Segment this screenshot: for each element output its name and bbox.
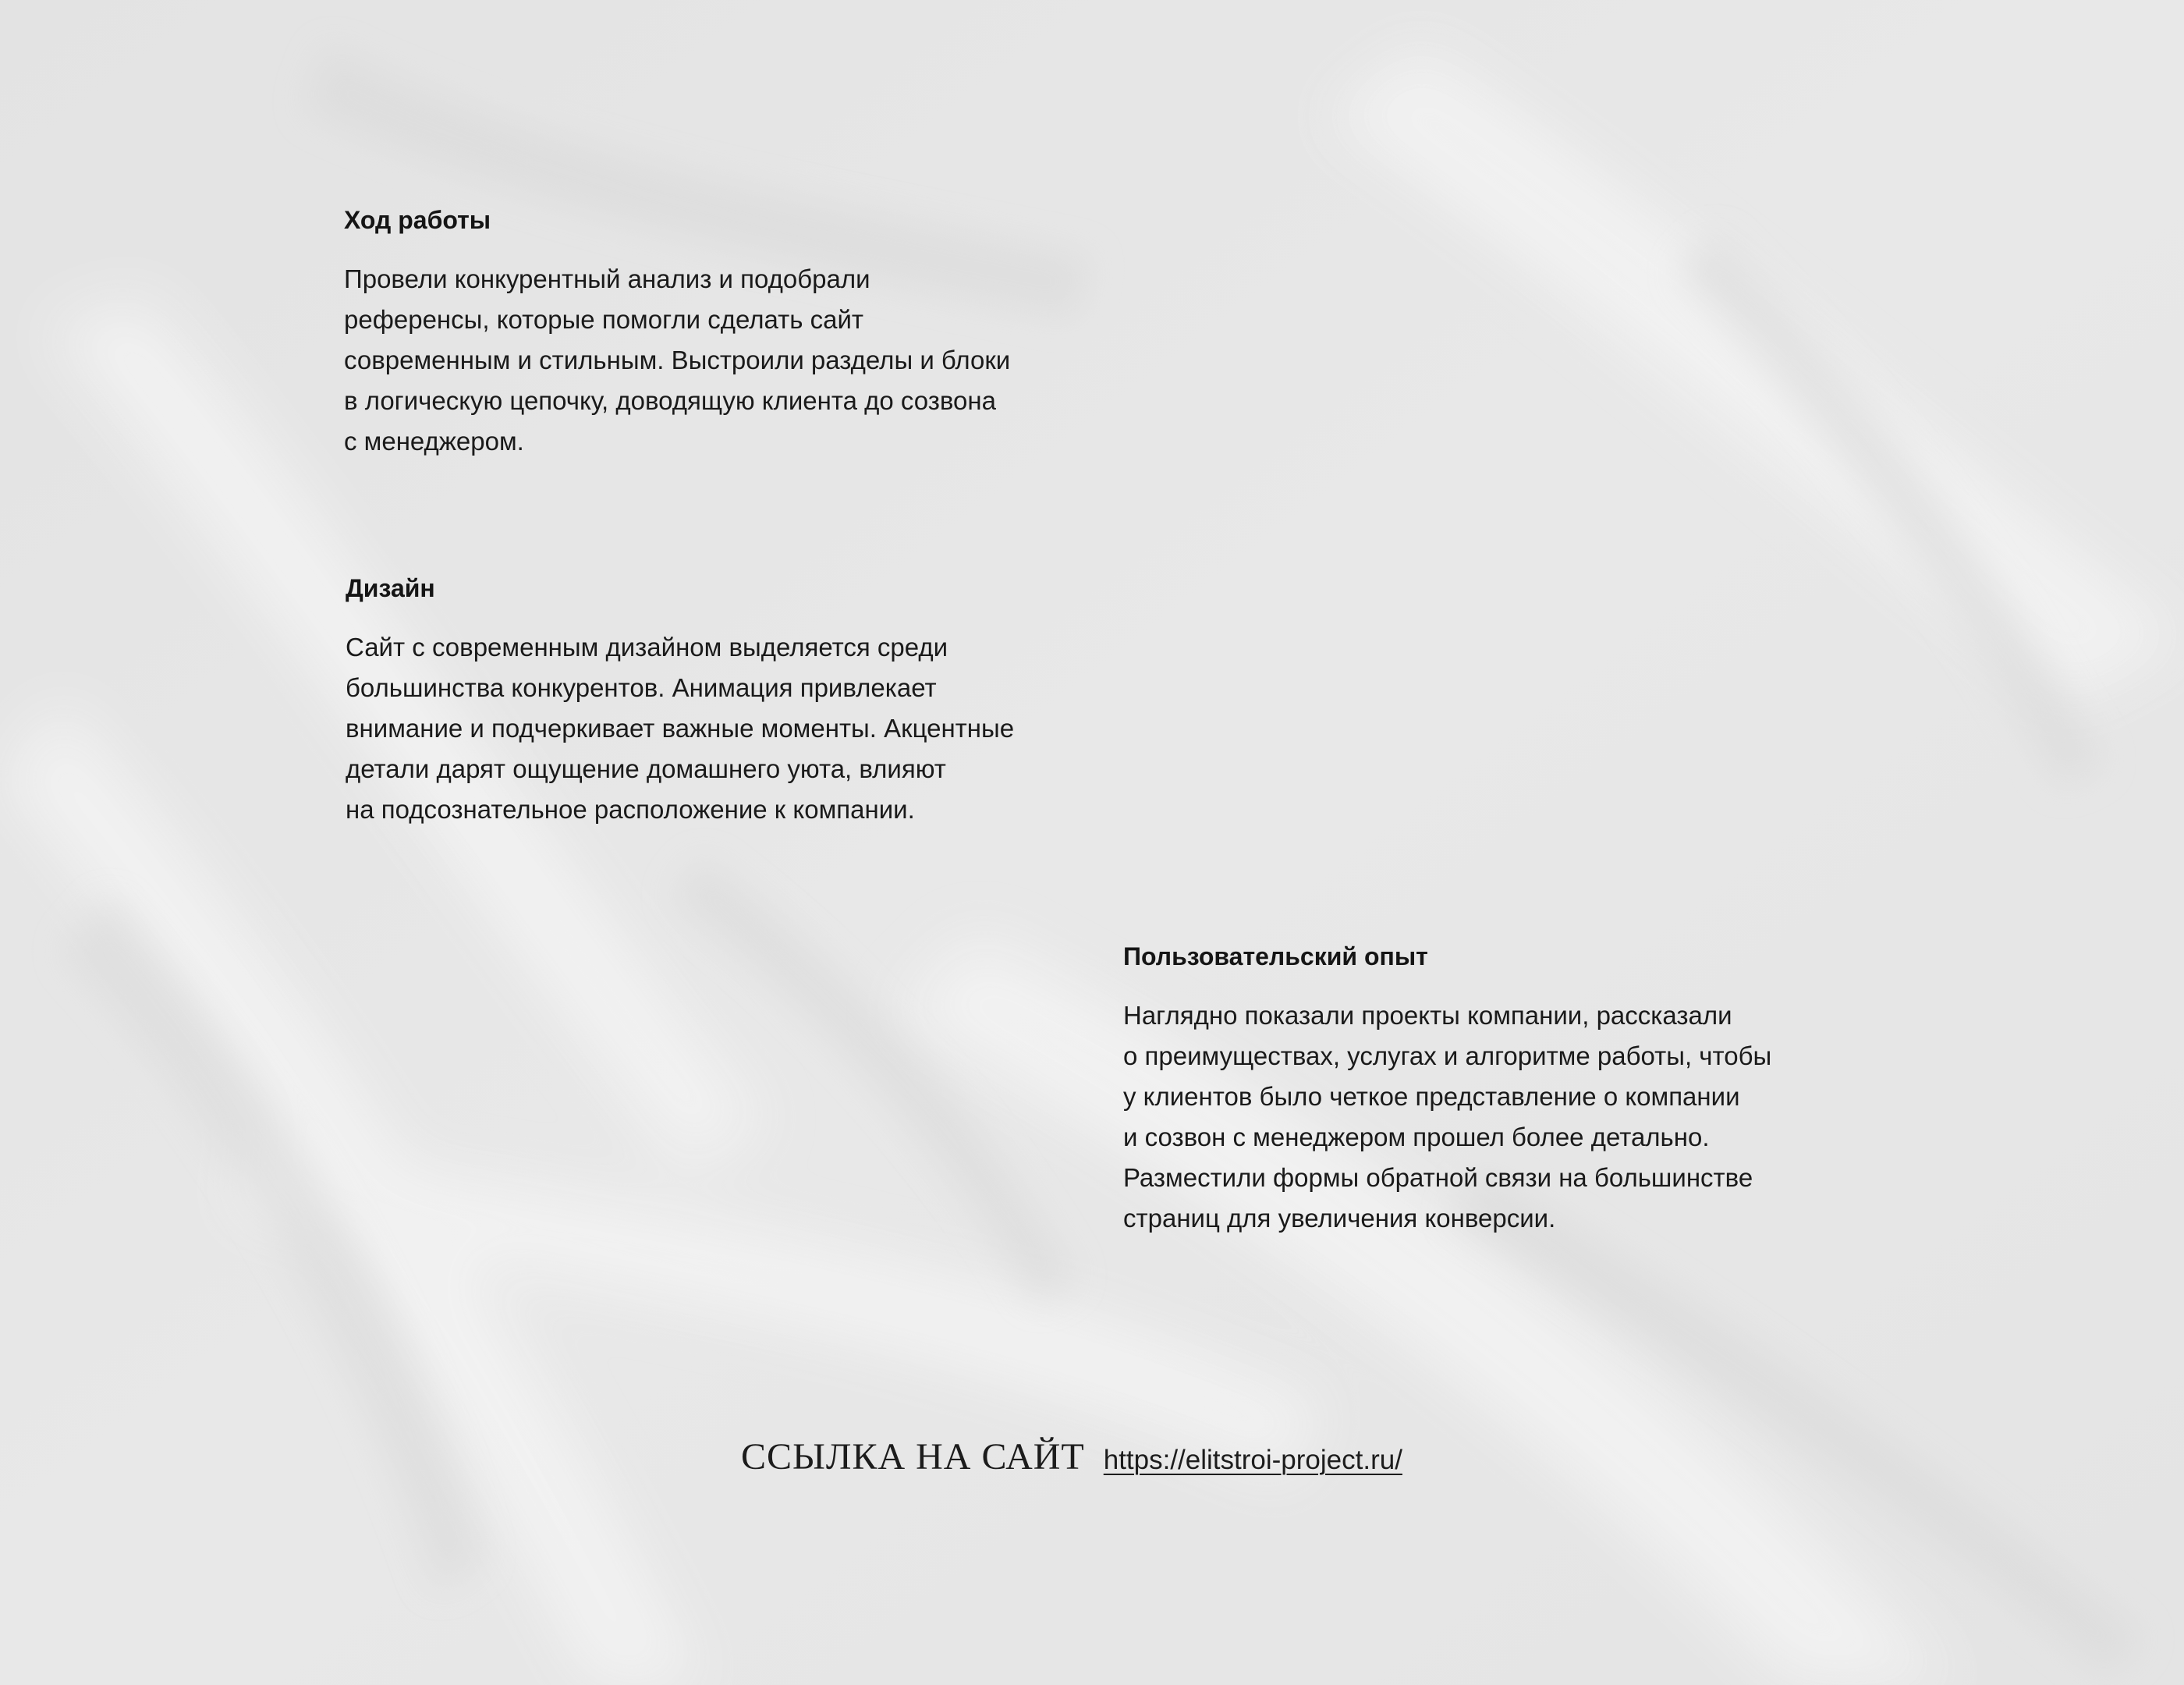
section-design-title: Дизайн: [346, 574, 435, 602]
section-ux-text: [1123, 995, 1771, 1239]
site-link-row: [741, 1435, 1402, 1478]
section-design-line: внимание и подчеркивает важные моменты. Акцентные: [346, 714, 1015, 743]
section-process-line: современным и стильным. Выстроили разделы и блоки: [344, 346, 1011, 374]
section-process: [344, 204, 1010, 462]
section-ux-line: страниц для увеличения конверсии.: [1123, 1204, 1556, 1233]
section-process-line: с менеджером.: [344, 427, 524, 456]
section-design-line: на подсознательное расположение к компании.: [346, 795, 915, 824]
section-design-text: [346, 627, 1014, 830]
section-ux-line: о преимуществах, услугах и алгоритме работы, чтобы: [1123, 1041, 1772, 1070]
section-process-line: Провели конкурентный анализ и подобрали: [344, 264, 870, 293]
section-design-line: большинства конкурентов. Анимация привлекает: [346, 673, 937, 702]
section-ux-line: Разместили формы обратной связи на большинстве: [1123, 1163, 1753, 1192]
site-url-link[interactable]: https://elitstroi-project.ru/: [1103, 1445, 1402, 1475]
section-ux-line: у клиентов было четкое представление о компании: [1123, 1082, 1740, 1111]
section-process-text: [344, 259, 1010, 462]
section-design-line: детали дарят ощущение домашнего уюта, влияют: [346, 754, 946, 783]
section-user-experience: [1123, 941, 1771, 1239]
section-process-line: в логическую цепочку, доводящую клиента до созвона: [344, 386, 996, 415]
section-design-line: Сайт с современным дизайном выделяется среди: [346, 633, 948, 662]
section-process-title: Ход работы: [344, 206, 491, 234]
section-ux-title: Пользовательский опыт: [1123, 942, 1428, 970]
site-link-label: ССЫЛКА НА САЙТ: [741, 1436, 1085, 1477]
section-ux-line: и созвон с менеджером прошел более детально.: [1123, 1123, 1710, 1151]
section-ux-line: Наглядно показали проекты компании, рассказали: [1123, 1001, 1732, 1030]
section-process-line: референсы, которые помогли сделать сайт: [344, 305, 864, 334]
section-design: [346, 573, 1014, 830]
